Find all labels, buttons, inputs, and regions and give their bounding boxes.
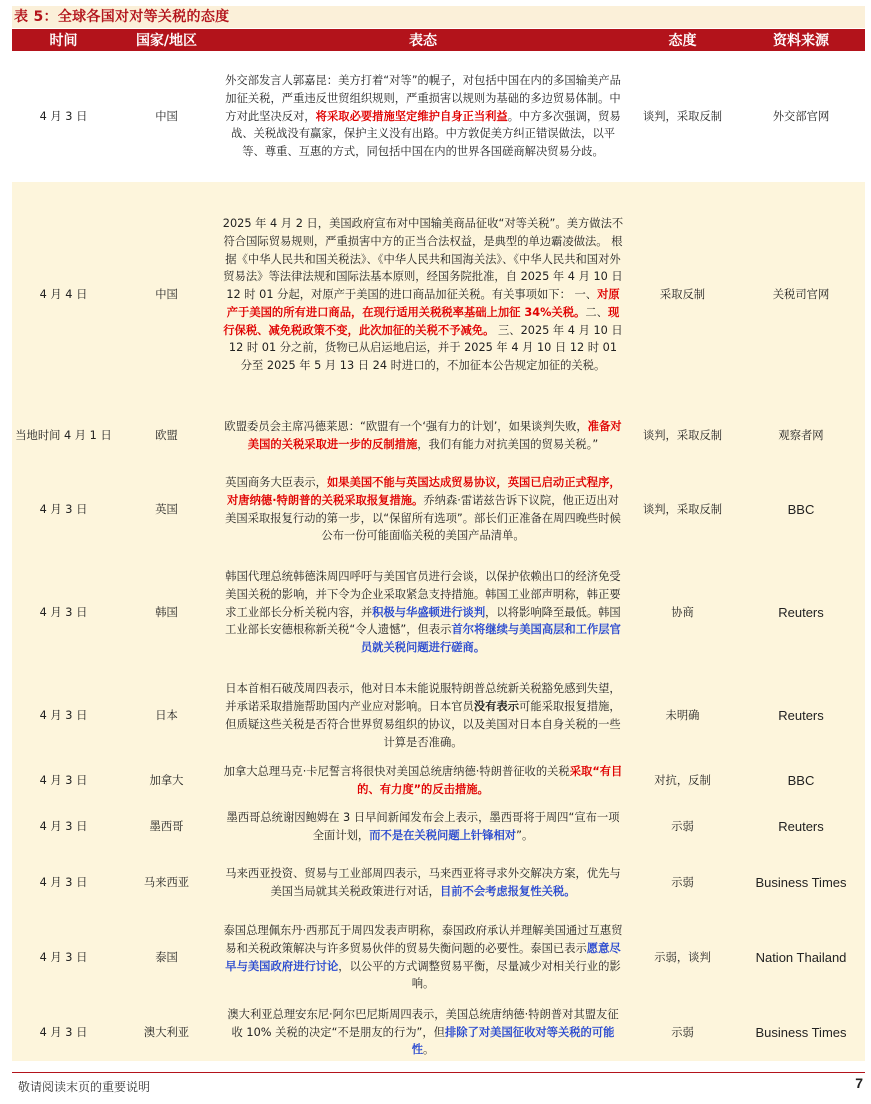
cell-time: 4 月 3 日 [12, 762, 115, 800]
cell-source: Business Times [737, 854, 865, 911]
header-attitude: 态度 [628, 29, 737, 51]
cell-time: 4 月 3 日 [12, 800, 115, 854]
table-row-uk [12, 464, 865, 555]
cell-statement: 韩国代理总统韩德洙周四呼吁与美国官员进行会谈，以保护依赖出口的经济免受美国关税的影响，并下令为企业采取紧急支持措施。韩国工业部声明称，韩正要求工业部长分析关税内容，并积极与华盛顿进行谈判，以将影响降至最低。韩国工业部长安德根称新关税“令人遗憾”，但表示首尔将继续与美国高层和工作层官员就关税问题进行磋商。 [218, 555, 628, 670]
cell-statement: 2025 年 4 月 2 日，美国政府宣布对中国输美商品征收“对等关税”。美方做法不符合国际贸易规则，严重损害中方的正当合法权益，是典型的单边霸凌做法。 根据《中华人民共和国关税法》、《中华人民共和国海关法》、《中华人民共和国对外贸易法》等法律法规和国际法基本原则，经国务院批准，自 2025 年 4 月 10 日 12 时 01 分起，对原产于美国的进口商品加征关税。有关事项如下： 一、对原产于美国的所有进口商品，在现行适用关税税率基础上加征 34%关税。二、现行保税、减免税政策不变，此次加征的关税不予减免。 三、2025 年 4 月 10 日 12 时 01 分之前，货物已从启运地启运，并于 2025 年 4 月 10 日 12 时 01 分至 2025 年 5 月 13 日 24 时进口的，不加征本公告规定加征的关税。 [218, 182, 628, 408]
cell-source: Nation Thailand [737, 911, 865, 1004]
table-row-korea [12, 555, 865, 670]
cell-attitude: 对抗，反制 [628, 762, 737, 800]
cell-time: 4 月 3 日 [12, 911, 115, 1004]
cell-source: Reuters [737, 555, 865, 670]
cell-statement: 加拿大总理马克·卡尼誓言将很快对美国总统唐纳德·特朗普征收的关税采取“有目的、有力度”的反击措施。 [218, 762, 628, 800]
cell-statement: 墨西哥总统谢因鲍姆在 3 日早间新闻发布会上表示，墨西哥将于周四“宣布一项全面计划，而不是在关税问题上针锋相对”。 [218, 800, 628, 854]
cell-source: 关税司官网 [737, 182, 865, 408]
cell-attitude: 协商 [628, 555, 737, 670]
cell-source: Business Times [737, 1004, 865, 1061]
cell-country: 泰国 [115, 911, 218, 1004]
table-row-eu [12, 408, 865, 464]
table-row-canada [12, 762, 865, 800]
cell-country: 韩国 [115, 555, 218, 670]
cell-attitude: 谈判，采取反制 [628, 464, 737, 555]
cell-country: 马来西亚 [115, 854, 218, 911]
cell-time: 4 月 3 日 [12, 555, 115, 670]
cell-time: 4 月 4 日 [12, 182, 115, 408]
table-title: 表 5：全球各国对对等关税的态度 [12, 6, 865, 28]
cell-statement: 欧盟委员会主席冯德莱恩：“欧盟有一个‘强有力的计划’，如果谈判失败，准备对美国的关税采取进一步的反制措施，我们有能力对抗美国的贸易关税。” [218, 408, 628, 464]
table-header-row [12, 29, 865, 51]
cell-country: 欧盟 [115, 408, 218, 464]
cell-source: BBC [737, 762, 865, 800]
cell-source: BBC [737, 464, 865, 555]
cell-country: 英国 [115, 464, 218, 555]
cell-country: 墨西哥 [115, 800, 218, 854]
cell-country: 澳大利亚 [115, 1004, 218, 1061]
cell-time: 4 月 3 日 [12, 464, 115, 555]
cell-source: Reuters [737, 800, 865, 854]
page-number: 7 [855, 1075, 863, 1091]
cell-source: Reuters [737, 670, 865, 762]
cell-attitude: 谈判，采取反制 [642, 109, 723, 123]
table-row-china-0404 [12, 182, 865, 408]
cell-country: 加拿大 [115, 762, 218, 800]
cell-statement: 日本首相石破茂周四表示，他对日本未能说服特朗普总统新关税豁免感到失望，并承诺采取措施帮助国内产业应对影响。日本官员没有表示可能采取报复措施，但质疑这些关税是否符合世界贸易组织的协议，以及美国对日本自身关税的一些计算是否准确。 [218, 670, 628, 762]
header-source: 资料来源 [737, 29, 865, 51]
header-time: 时间 [12, 29, 115, 51]
table-row-australia [12, 1004, 865, 1061]
cell-statement: 外交部发言人郭嘉昆：美方打着“对等”的幌子，对包括中国在内的多国输美产品加征关税，严重违反世贸组织规则，严重损害以规则为基础的多边贸易体制。中方对此坚决反对，将采取必要措施坚定维护自身正当利益。中方多次强调，贸易战、关税战没有赢家，保护主义没有出路。中方敦促美方纠正错误做法，以平等、尊重、互惠的方式，同包括中国在内的世界各国磋商解决贸易分歧。 [225, 74, 621, 159]
cell-attitude: 示弱 [628, 1004, 737, 1061]
cell-attitude: 采取反制 [628, 182, 737, 408]
table-row-thailand [12, 911, 865, 1004]
cell-time: 4 月 3 日 [12, 854, 115, 911]
footer-note: 敬请阅读末页的重要说明 [18, 1080, 151, 1094]
header-country: 国家/地区 [115, 29, 218, 51]
cell-country: 中国 [115, 182, 218, 408]
cell-attitude: 示弱 [628, 854, 737, 911]
cell-source: 观察者网 [737, 408, 865, 464]
table-row-japan [12, 670, 865, 762]
table-row-mexico [12, 800, 865, 854]
cell-attitude: 示弱，谈判 [628, 911, 737, 1004]
cell-statement: 澳大利亚总理安东尼·阿尔巴尼斯周四表示，美国总统唐纳德·特朗普对其盟友征收 10% 关税的决定“不是朋友的行为”，但排除了对美国征收对等关税的可能性。 [218, 1004, 628, 1061]
cell-time: 4 月 3 日 [12, 670, 115, 762]
cell-time: 当地时间 4 月 1 日 [12, 408, 115, 464]
cell-country: 中国 [155, 109, 178, 123]
footer-divider [12, 1072, 865, 1073]
cell-time: 4 月 3 日 [12, 1004, 115, 1061]
table-row-malaysia [12, 854, 865, 911]
cell-time: 4 月 3 日 [39, 109, 88, 123]
cell-attitude: 示弱 [628, 800, 737, 854]
tariff-attitude-table [12, 29, 865, 1061]
cell-statement: 泰国总理佩东丹·西那瓦于周四发表声明称，泰国政府承认并理解美国通过互惠贸易和关税政策解决与许多贸易伙伴的贸易失衡问题的必要性。泰国已表示愿意尽早与美国政府进行讨论，以公平的方式调整贸易平衡，尽量减少对相关行业的影响。 [218, 911, 628, 1004]
table-row-china-0403 [12, 51, 865, 182]
cell-country: 日本 [115, 670, 218, 762]
cell-statement: 马来西亚投资、贸易与工业部周四表示，马来西亚将寻求外交解决方案，优先与美国当局就其关税政策进行对话，目前不会考虑报复性关税。 [218, 854, 628, 911]
cell-attitude: 谈判，采取反制 [628, 408, 737, 464]
cell-attitude: 未明确 [628, 670, 737, 762]
header-statement: 表态 [218, 29, 628, 51]
cell-source: 外交部官网 [772, 109, 830, 123]
cell-statement: 英国商务大臣表示，如果美国不能与英国达成贸易协议，英国已启动正式程序，对唐纳德·特朗普的关税采取报复措施。乔纳森·雷诺兹告诉下议院，他正迈出对美国采取报复行动的第一步，以“保留所有选项”。部长们正准备在周四晚些时候公布一份可能面临关税的美国产品清单。 [218, 464, 628, 555]
